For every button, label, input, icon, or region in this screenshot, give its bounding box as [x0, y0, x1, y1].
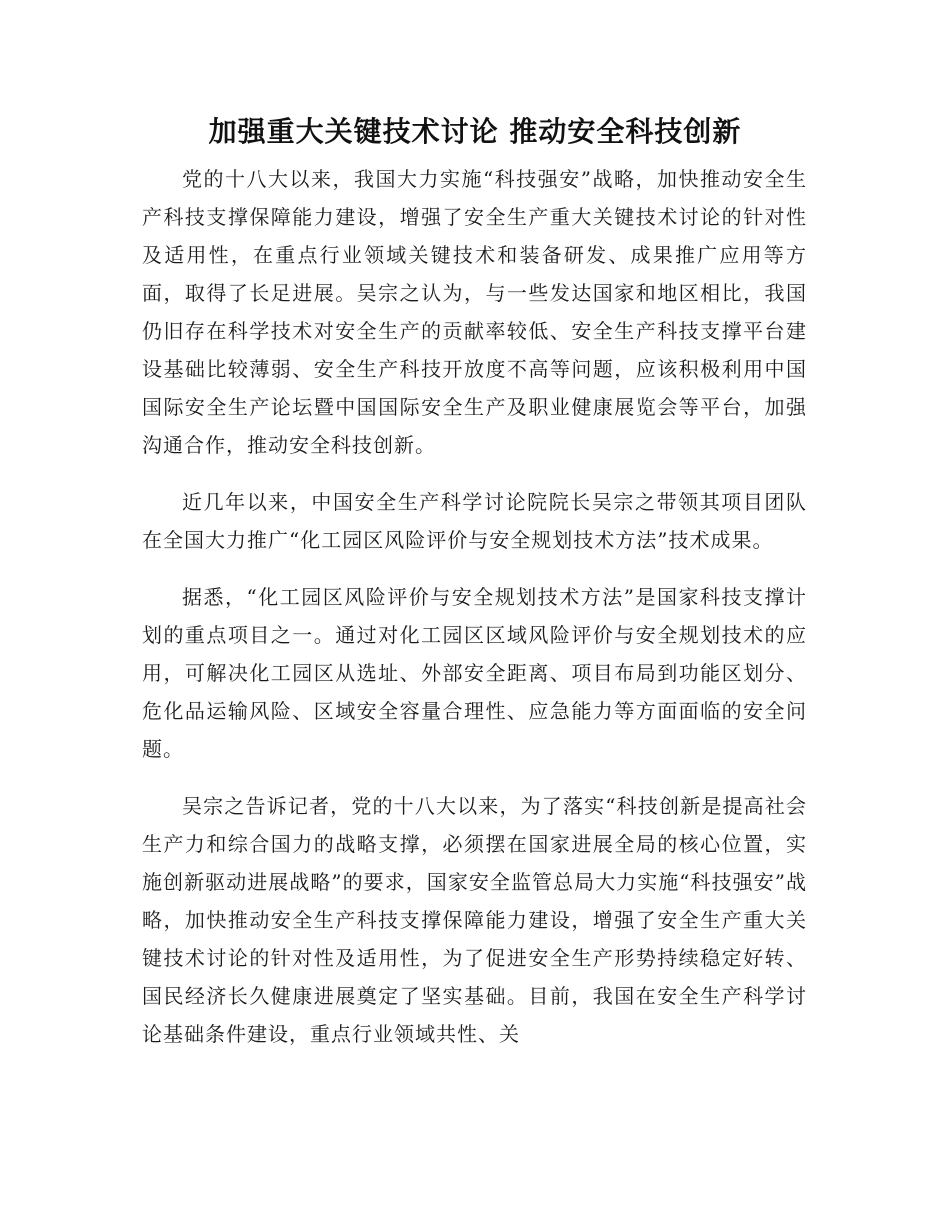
document-body — [142, 160, 807, 1053]
paragraph-1: 党的十八大以来，我国大力实施“科技强安”战略，加快推动安全生产科技支撑保障能力建设，增强了安全生产重大关键技术讨论的针对性及适用性，在重点行业领域关键技术和装备研发、成果推广应用等方面，取得了长足进展。吴宗之认为，与一些发达国家和地区相比，我国仍旧存在科学技术对安全生产的贡献率较低、安全生产科技支撑平台建设基础比较薄弱、安全生产科技开放度不高等问题，应该积极利用中国国际安全生产论坛暨中国国际安全生产及职业健康展览会等平台，加强沟通合作，推动安全科技创新。 — [142, 167, 807, 457]
paragraph-3: 据悉，“化工园区风险评价与安全规划技术方法”是国家科技支撑计划的重点项目之一。通过对化工园区区域风险评价与安全规划技术的应用，可解决化工园区从选址、外部安全距离、项目布局到功能区划分、危化品运输风险、区域安全容量合理性、应急能力等方面面临的安全问题。 — [142, 585, 807, 761]
document-title: 加强重大关键技术讨论 推动安全科技创新 — [208, 115, 742, 148]
paragraph-2: 近几年以来，中国安全生产科学讨论院院长吴宗之带领其项目团队在全国大力推广“化工园区风险评价与安全规划技术方法”技术成果。 — [142, 490, 807, 552]
paragraph-4: 吴宗之告诉记者，党的十八大以来，为了落实“科技创新是提高社会生产力和综合国力的战略支撑，必须摆在国家进展全局的核心位置，实施创新驱动进展战略”的要求，国家安全监管总局大力实施“科技强安”战略，加快推动安全生产科技支撑保障能力建设，增强了安全生产重大关键技术讨论的针对性及适用性，为了促进安全生产形势持续稳定好转、国民经济长久健康进展奠定了坚实基础。目前，我国在安全生产科学讨论基础条件建设，重点行业领域共性、关 — [142, 794, 807, 1046]
